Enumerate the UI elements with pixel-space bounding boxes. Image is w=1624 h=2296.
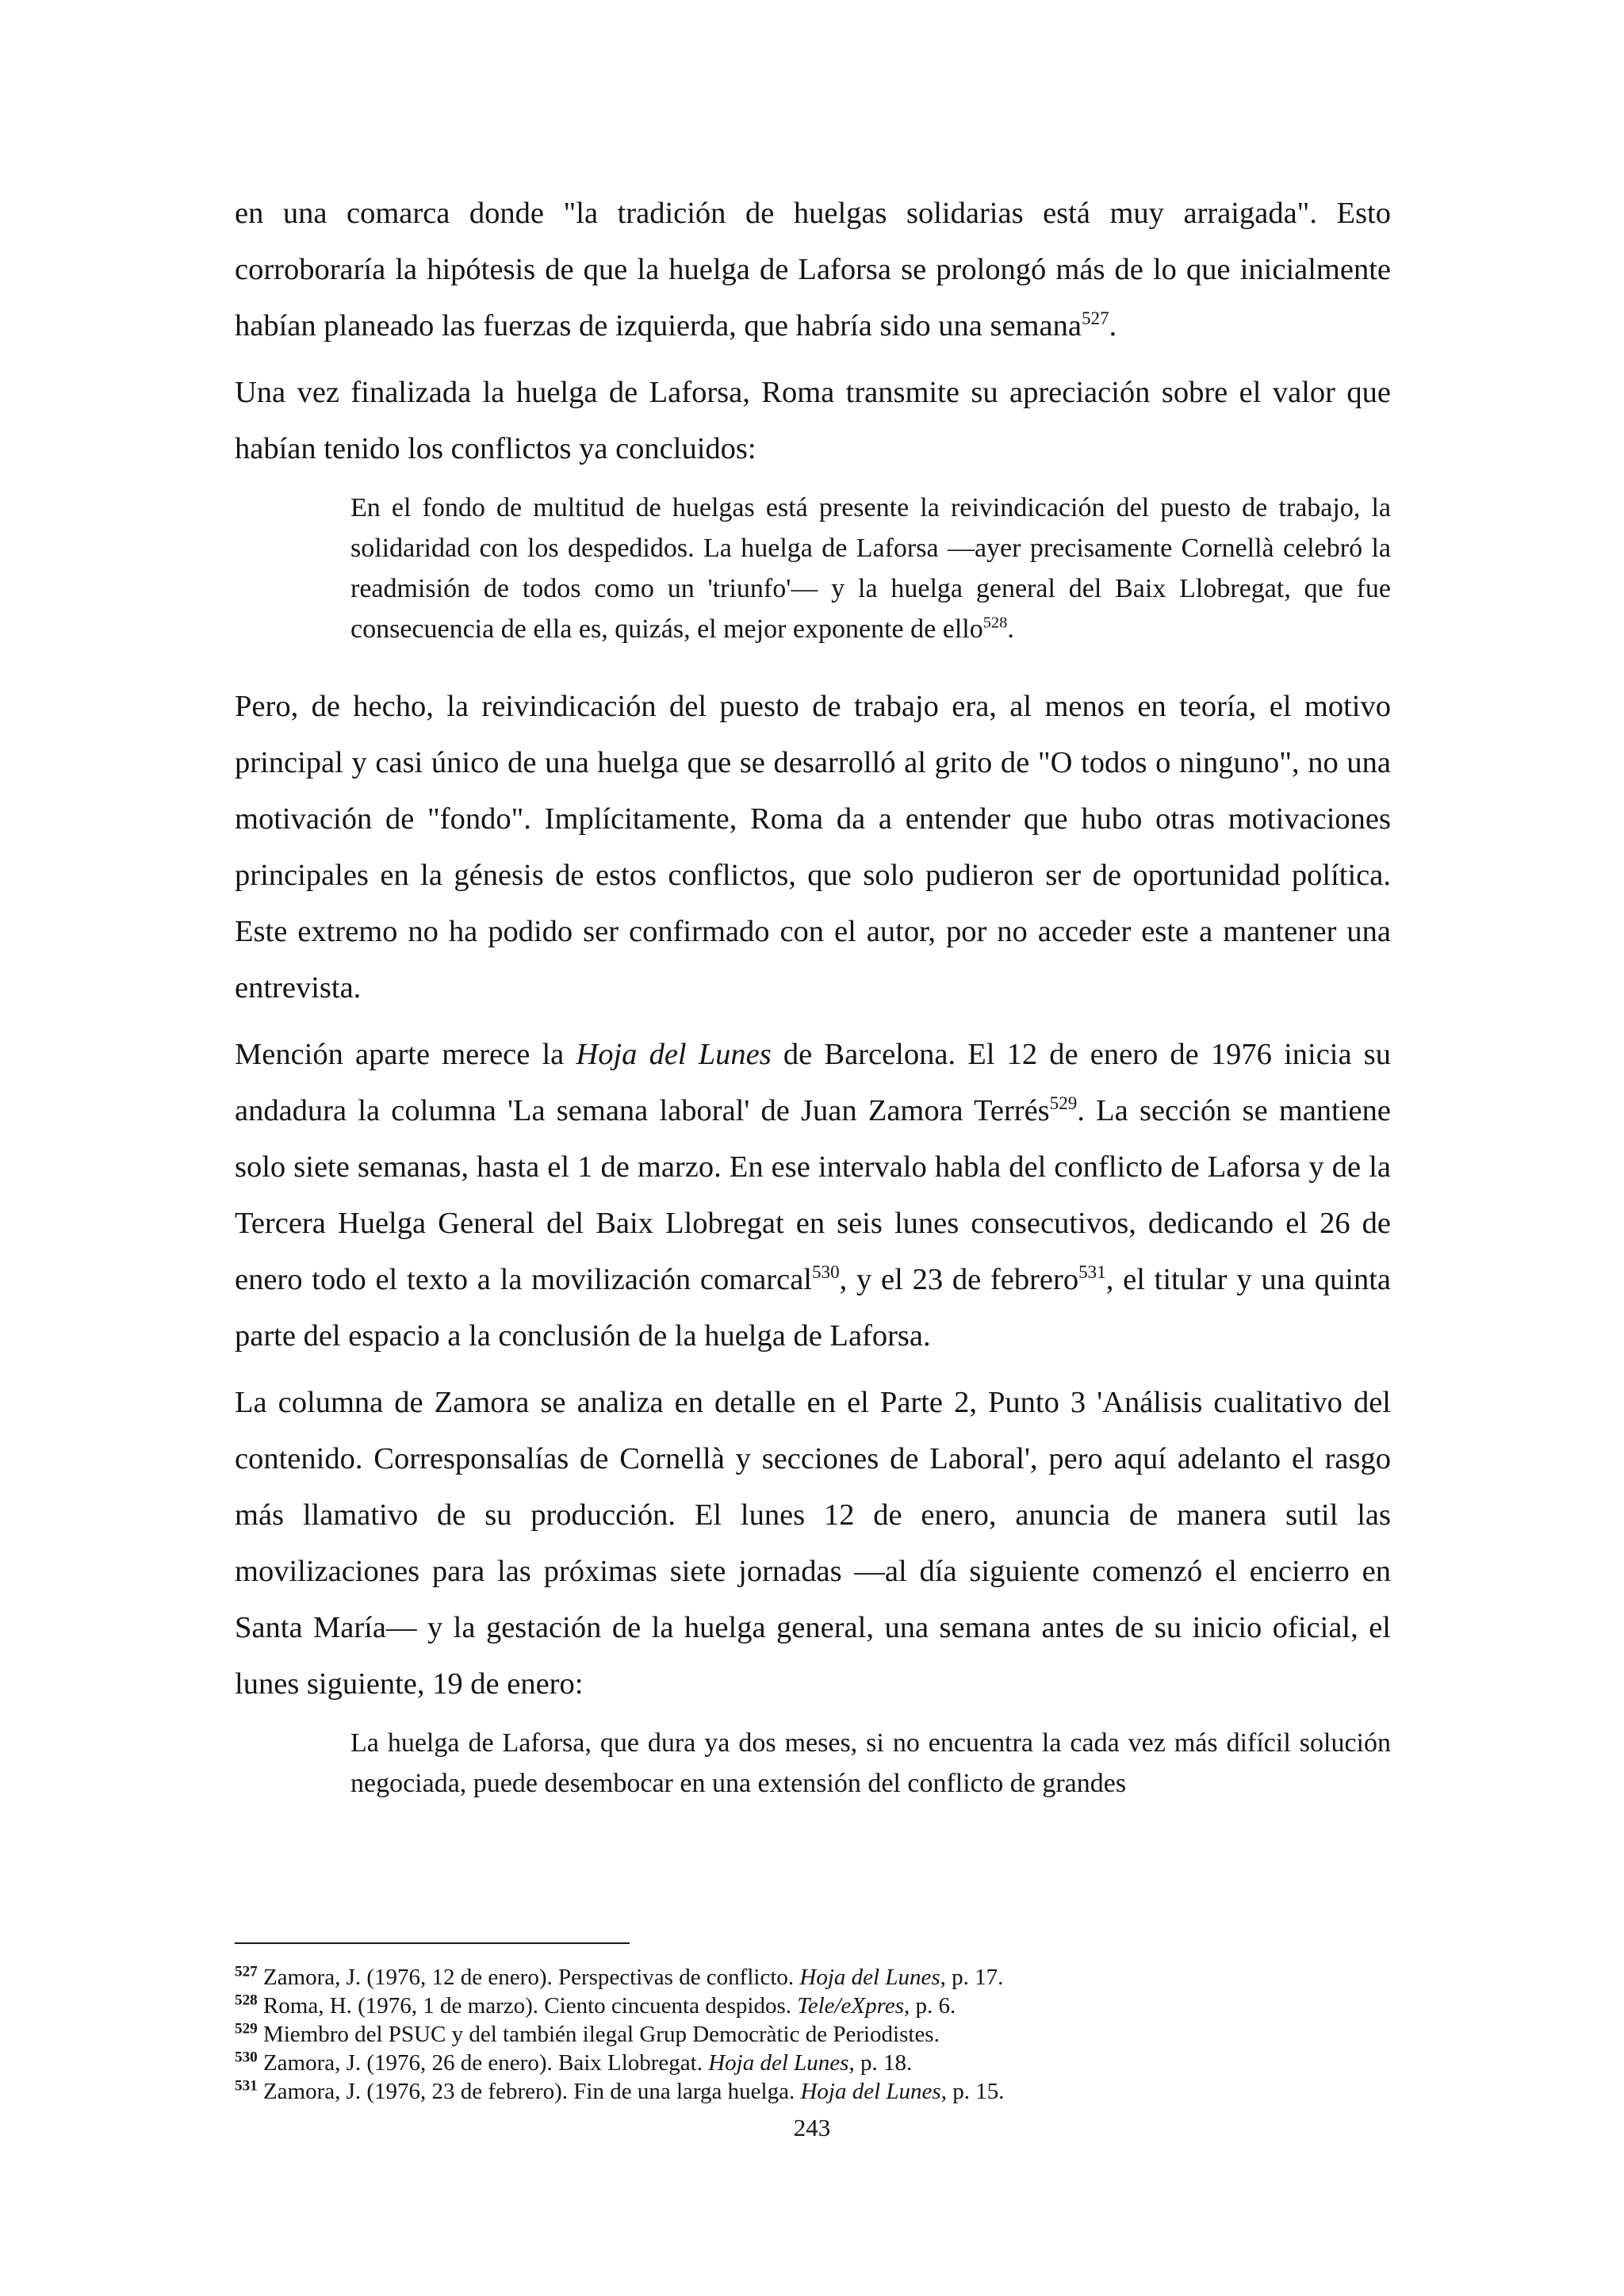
footnote-ref-529[interactable]: 529 — [1049, 1093, 1078, 1114]
quote-text: . — [1007, 614, 1014, 644]
paragraph-3: Pero, de hecho, la reivindicación del puesto de trabajo era, al menos en teoría, el motivo principal y casi único de una huelga que se desarrolló al grito de "O todos o ninguno", no una motivación de "fondo". Implícitamente, Roma da a entender que hubo otras motivaciones principales en la génesis de estos conflictos, que solo pudieron ser de oportunidad política. Este extremo no ha podido ser confirmado con el autor, por no acceder este a mantener una entrevista. — [235, 690, 1391, 1004]
footnote-text: Zamora, J. (1976, 26 de enero). Baix Llobregat. — [262, 2050, 709, 2076]
footnote-number: 528 — [235, 1992, 258, 2009]
block-quote-1 — [350, 488, 1391, 649]
footnote-ref-527[interactable]: 527 — [1081, 308, 1109, 329]
footnote-text: , p. 6. — [904, 1993, 956, 2019]
footnote-source: Hoja del Lunes — [708, 2050, 849, 2076]
page-number: 243 — [793, 2114, 831, 2141]
footnote-source: Tele/eXpres — [797, 1993, 905, 2019]
footnote-ref-528[interactable]: 528 — [982, 614, 1008, 632]
paragraph-text: en una comarca donde "la tradición de huelgas solidarias está muy arraigada". Esto corroboraría la hipótesis de que la huelga de Laforsa se prolongó más de lo que inicialmente habían planeado las fuerzas de izquierda, que habría sido una semana — [235, 197, 1391, 342]
footnote — [235, 2049, 1391, 2077]
paragraph-text: , y el 23 de febrero — [839, 1263, 1079, 1296]
footnote-number: 530 — [235, 2049, 258, 2066]
footnotes — [235, 1963, 1391, 2106]
footnote-text: Miembro del PSUC y del también ilegal Grup Democràtic de Periodistes. — [262, 2022, 940, 2047]
paragraph-text: . La sección se mantiene solo siete semanas, hasta el 1 de marzo. En ese intervalo habla del conflicto de Laforsa y de la Tercera Huelga General del Baix Llobregat en seis lunes consecutivos, dedicando el 26 de enero todo el texto a la movilización comarcal — [235, 1094, 1391, 1296]
footnote — [235, 1992, 1391, 2020]
footnote-number: 531 — [235, 2077, 258, 2095]
footnote-text: , p. 18. — [848, 2050, 913, 2076]
paragraph-text: , el titular y una quinta parte del espacio a la conclusión de la huelga de Laforsa. — [235, 1263, 1391, 1353]
paragraph-text: . — [1109, 309, 1117, 342]
paragraph-text: Mención aparte merece la — [235, 1038, 576, 1071]
paragraph-text: de Barcelona. El 12 de enero de 1976 inicia su andadura la columna 'La semana laboral' de Juan Zamora Terrés — [235, 1038, 1391, 1127]
footnote-text: Roma, H. (1976, 1 de marzo). Ciento cincuenta despidos. — [262, 1993, 798, 2019]
footnote — [235, 1963, 1391, 1992]
footnote-number: 527 — [235, 1963, 258, 1980]
footnote-ref-530[interactable]: 530 — [812, 1261, 840, 1283]
footnote-text: Zamora, J. (1976, 23 de febrero). Fin de una larga huelga. — [262, 2079, 801, 2104]
footnote-ref-531[interactable]: 531 — [1078, 1261, 1106, 1283]
footnote-text: , p. 17. — [940, 1965, 1004, 1990]
footnote-number: 529 — [235, 2020, 258, 2038]
body-text — [235, 186, 1391, 1804]
paragraph-2: Una vez finalizada la huelga de Laforsa, Roma transmite su apreciación sobre el valor que habían tenido los conflictos ya concluidos: — [235, 376, 1391, 465]
footnote-separator — [235, 1942, 630, 1944]
paragraph-1 — [235, 186, 1391, 354]
footnote-source: Hoja del Lunes — [800, 2079, 941, 2104]
footnote-text: Zamora, J. (1976, 12 de enero). Perspectivas de conflicto. — [262, 1965, 800, 1990]
paragraph-4 — [235, 1027, 1391, 1364]
footnote — [235, 2020, 1391, 2049]
paragraph-5: La columna de Zamora se analiza en detalle en el Parte 2, Punto 3 'Análisis cualitativo del contenido. Corresponsalías de Cornellà y secciones de Laboral', pero aquí adelanto el rasgo más llamativo de su producción. El lunes 12 de enero, anuncia de manera sutil las movilizaciones para las próximas siete jornadas —al día siguiente comenzó el encierro en Santa María— y la gestación de la huelga general, una semana antes de su inicio oficial, el lunes siguiente, 19 de enero: — [235, 1386, 1391, 1701]
footnote-text: , p. 15. — [940, 2079, 1005, 2104]
footnote — [235, 2077, 1391, 2106]
footnote-source: Hoja del Lunes — [799, 1965, 940, 1990]
publication-title: Hoja del Lunes — [576, 1038, 772, 1071]
quote-text: En el fondo de multitud de huelgas está presente la reivindicación del puesto de trabajo, la solidaridad con los despedidos. La huelga de Laforsa —ayer precisamente Cornellà celebró la readmisión de todos como un 'triunfo'— y la huelga general del Baix Llobregat, que fue consecuencia de ella es, quizás, el mejor exponente de ello — [350, 493, 1391, 644]
block-quote-2: La huelga de Laforsa, que dura ya dos meses, si no encuentra la cada vez más difícil solución negociada, puede desembocar en una extensión del conflicto de grandes — [350, 1728, 1391, 1798]
